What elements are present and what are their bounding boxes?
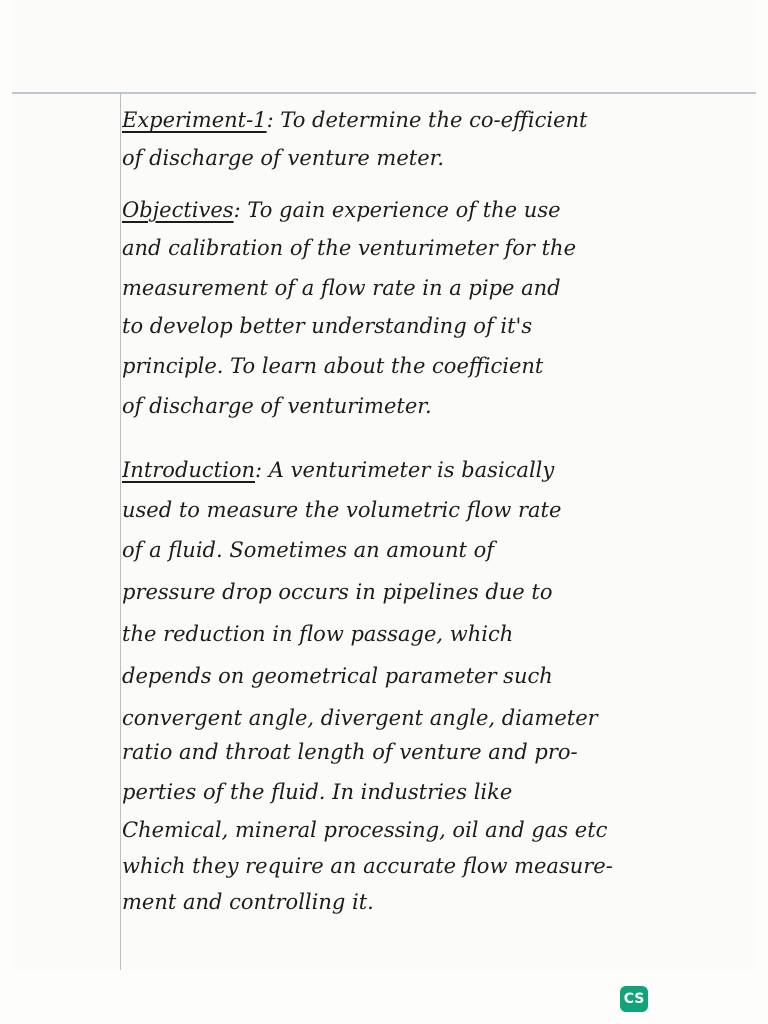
section-heading-objectives: Objectives (122, 198, 234, 222)
handwritten-line: Introduction: A venturimeter is basically (122, 458, 555, 482)
handwritten-line: perties of the fluid. In industries like (122, 780, 513, 804)
handwritten-line: convergent angle, divergent angle, diameter (122, 706, 598, 730)
handwritten-line: depends on geometrical parameter such (122, 664, 553, 688)
handwritten-line: measurement of a flow rate in a pipe and (122, 276, 561, 300)
camscanner-logo-icon: CS (620, 986, 648, 1012)
handwritten-line: ratio and throat length of venture and pro- (122, 740, 578, 764)
section-heading-experiment: Experiment-1 (122, 108, 267, 132)
handwritten-line: to develop better understanding of it's (122, 314, 533, 338)
handwritten-line: principle. To learn about the coefficient (122, 354, 544, 378)
handwritten-line: of a fluid. Sometimes an amount of (122, 538, 495, 562)
handwritten-line: which they require an accurate flow measure- (122, 854, 613, 878)
handwritten-line: the reduction in flow passage, which (122, 622, 514, 646)
handwritten-line: Objectives: To gain experience of the use (122, 198, 561, 222)
handwritten-line: used to measure the volumetric flow rate (122, 498, 562, 522)
section-heading-introduction: Introduction (122, 458, 255, 482)
handwritten-line: pressure drop occurs in pipelines due to (122, 580, 553, 604)
top-rule-line (12, 92, 756, 94)
handwritten-line: Chemical, mineral processing, oil and gas etc (122, 818, 608, 842)
handwritten-line: and calibration of the venturimeter for the (122, 236, 577, 260)
handwritten-line: ment and controlling it. (122, 890, 374, 914)
handwritten-line: of discharge of venturimeter. (122, 394, 432, 418)
handwritten-line: Experiment-1: To determine the co-efficient (122, 108, 588, 132)
margin-rule-line (120, 92, 121, 970)
handwritten-line: of discharge of venture meter. (122, 146, 445, 170)
